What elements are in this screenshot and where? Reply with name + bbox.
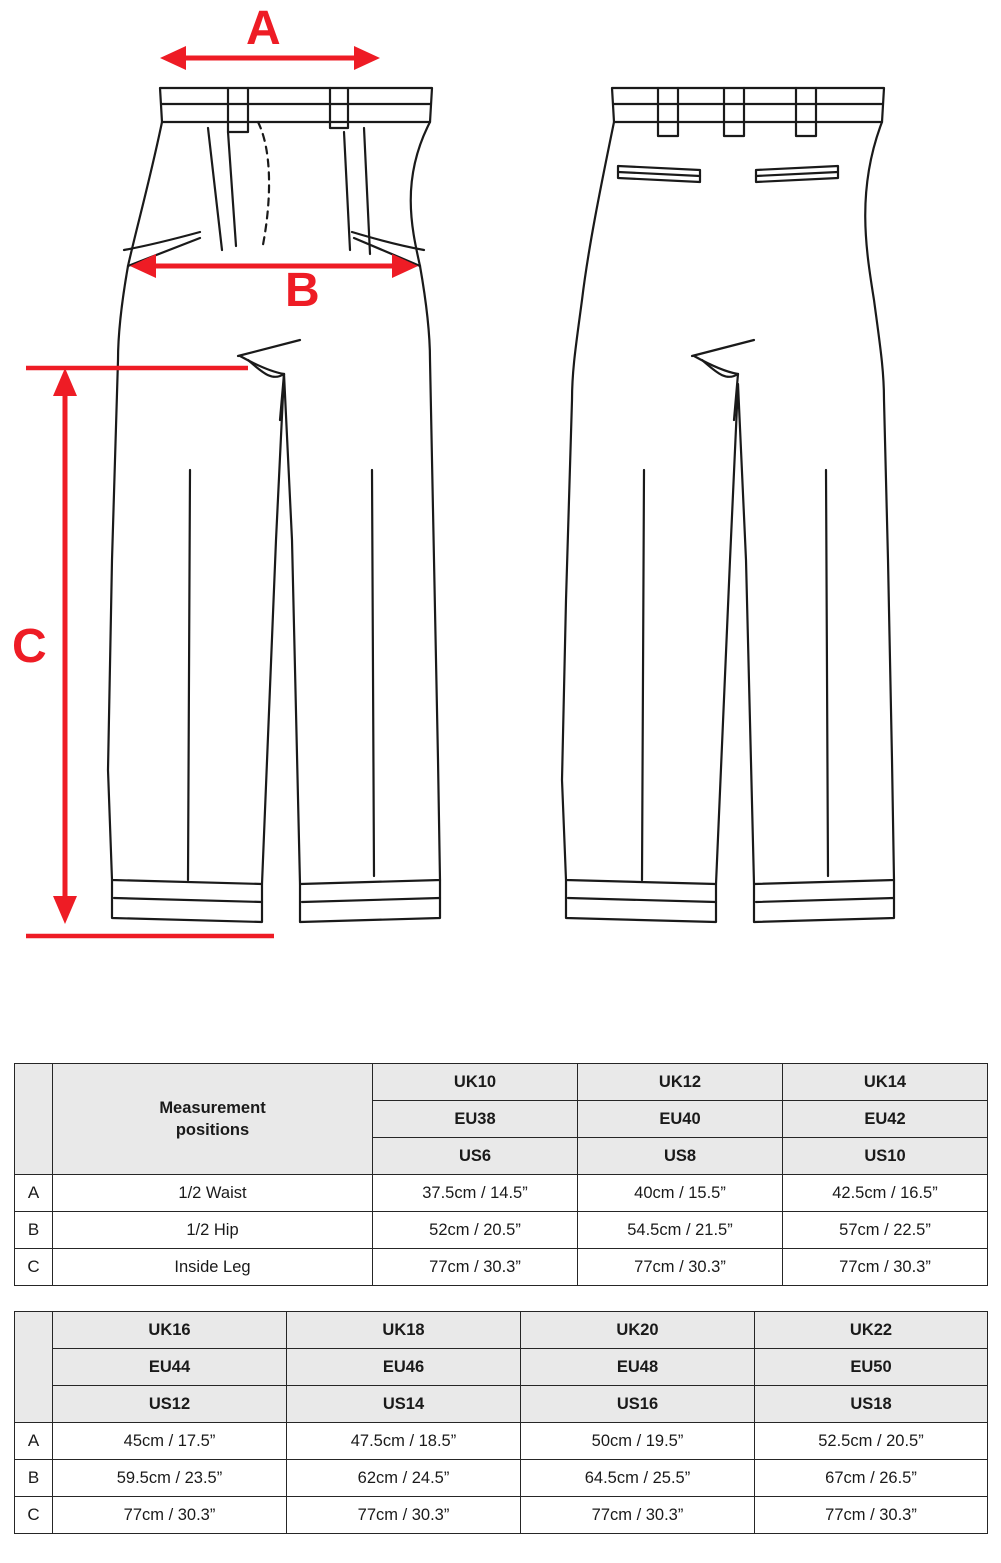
row-value: 40cm / 15.5” (578, 1175, 783, 1212)
size-header-eu: EU46 (287, 1349, 521, 1386)
size-header-eu: EU40 (578, 1101, 783, 1138)
row-value: 77cm / 30.3” (521, 1497, 755, 1534)
row-value: 77cm / 30.3” (783, 1249, 988, 1286)
size-header-eu: EU44 (53, 1349, 287, 1386)
table-row (15, 1175, 988, 1212)
back-trouser-illustration (562, 88, 894, 922)
row-value: 52.5cm / 20.5” (755, 1423, 988, 1460)
corner-blank-cell (15, 1312, 53, 1423)
measurement-positions-line2: positions (175, 1121, 250, 1139)
size-header-us: US12 (53, 1386, 287, 1423)
size-tables (14, 1063, 987, 1534)
row-letter: C (15, 1249, 53, 1286)
row-value: 50cm / 19.5” (521, 1423, 755, 1460)
table-row-header-us (15, 1386, 988, 1423)
measurement-annotations (26, 46, 418, 936)
size-header-uk: UK18 (287, 1312, 521, 1349)
size-header-uk: UK22 (755, 1312, 988, 1349)
size-header-us: US14 (287, 1386, 521, 1423)
table-row (15, 1212, 988, 1249)
size-header-uk: UK12 (578, 1064, 783, 1101)
row-value: 77cm / 30.3” (287, 1497, 521, 1534)
corner-blank-cell (15, 1064, 53, 1175)
row-measurement-name: Inside Leg (53, 1249, 373, 1286)
row-value: 42.5cm / 16.5” (783, 1175, 988, 1212)
size-header-uk: UK16 (53, 1312, 287, 1349)
measurement-letters (12, 2, 320, 673)
table-row-header-eu (15, 1349, 988, 1386)
table-row-header-uk (15, 1312, 988, 1349)
row-value: 77cm / 30.3” (373, 1249, 578, 1286)
size-header-uk: UK10 (373, 1064, 578, 1101)
row-measurement-name: 1/2 Waist (53, 1175, 373, 1212)
size-table-uk16-uk22 (14, 1311, 988, 1534)
table-row (15, 1460, 988, 1497)
row-letter: A (15, 1175, 53, 1212)
row-letter: C (15, 1497, 53, 1534)
row-value: 59.5cm / 23.5” (53, 1460, 287, 1497)
table-row-header-uk (15, 1064, 988, 1101)
size-header-us: US18 (755, 1386, 988, 1423)
table-spacer (14, 1286, 987, 1311)
row-letter: B (15, 1212, 53, 1249)
size-header-uk: UK20 (521, 1312, 755, 1349)
row-value: 57cm / 22.5” (783, 1212, 988, 1249)
size-header-us: US16 (521, 1386, 755, 1423)
row-letter: A (15, 1423, 53, 1460)
row-value: 52cm / 20.5” (373, 1212, 578, 1249)
size-table-uk10-uk14 (14, 1063, 988, 1286)
row-value: 54.5cm / 21.5” (578, 1212, 783, 1249)
row-value: 47.5cm / 18.5” (287, 1423, 521, 1460)
row-value: 45cm / 17.5” (53, 1423, 287, 1460)
size-header-us: US8 (578, 1138, 783, 1175)
row-value: 77cm / 30.3” (755, 1497, 988, 1534)
size-header-eu: EU42 (783, 1101, 988, 1138)
size-header-eu: EU38 (373, 1101, 578, 1138)
size-header-eu: EU48 (521, 1349, 755, 1386)
table-row (15, 1497, 988, 1534)
letter-c: C (12, 620, 47, 673)
size-header-us: US6 (373, 1138, 578, 1175)
row-value: 67cm / 26.5” (755, 1460, 988, 1497)
size-header-eu: EU50 (755, 1349, 988, 1386)
letter-a: A (246, 2, 281, 55)
row-value: 77cm / 30.3” (53, 1497, 287, 1534)
row-value: 37.5cm / 14.5” (373, 1175, 578, 1212)
size-header-uk: UK14 (783, 1064, 988, 1101)
letter-b: B (285, 264, 320, 317)
table-row (15, 1423, 988, 1460)
table-row (15, 1249, 988, 1286)
row-value: 62cm / 24.5” (287, 1460, 521, 1497)
row-value: 77cm / 30.3” (578, 1249, 783, 1286)
row-value: 64.5cm / 25.5” (521, 1460, 755, 1497)
measurement-positions-line1: Measurement (159, 1098, 266, 1117)
front-trouser-illustration (108, 88, 440, 922)
row-measurement-name: 1/2 Hip (53, 1212, 373, 1249)
row-letter: B (15, 1460, 53, 1497)
measurement-positions-header (53, 1064, 373, 1175)
size-header-us: US10 (783, 1138, 988, 1175)
